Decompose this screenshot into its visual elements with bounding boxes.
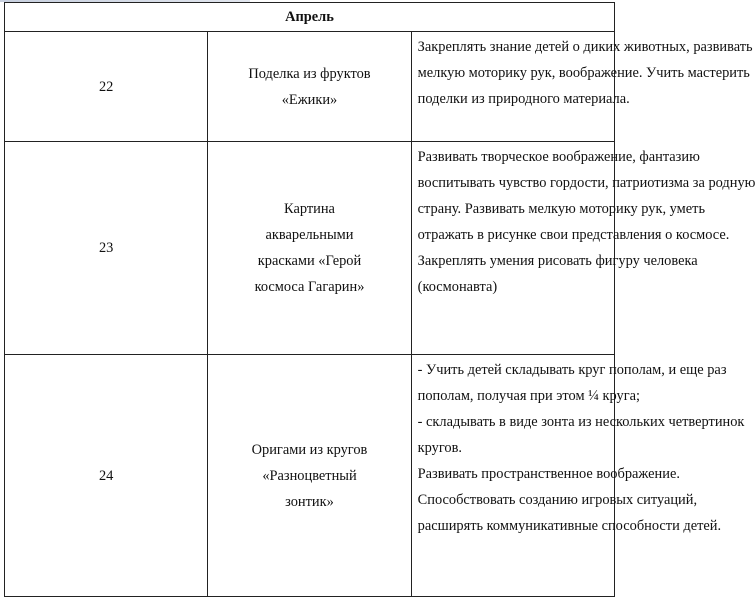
description-line: Закреплять знание детей о диких животных, развивать [417,39,753,55]
lesson-description [411,355,745,597]
description-line: воспитывать чувство гордости, патриотизма за родную [417,175,755,191]
lesson-title [208,355,411,597]
description-line: отражать в рисунке свои представления о космосе. [417,227,730,243]
lesson-title-line: «Ежики» [281,91,338,108]
table-row [5,355,615,597]
month-header-row [5,3,615,32]
description-line: Закреплять умения рисовать фигуру человека [417,253,698,269]
description-line: пополам, получая при этом ¼ круга; [417,388,641,404]
lesson-number: 22 [5,32,208,142]
table-row [5,32,615,142]
lesson-number: 24 [5,355,208,597]
description-line: Развивать творческое воображение, фантазию [417,149,700,165]
description-line: расширять коммуникативные способности детей. [417,518,722,534]
description-line: - складывать в виде зонта из нескольких четвертинок [417,414,745,430]
lesson-description [411,32,753,142]
lesson-title-line: красками «Герой [257,253,362,269]
description-line: - Учить детей складывать круг пополам, и еще раз [417,362,727,378]
description-line: поделки из природного материала. [417,91,630,107]
description-line: страну. Развивать мелкую моторику рук, уметь [417,201,706,217]
lesson-title-line: Поделка из фруктов [248,65,371,82]
month-header: Апрель [5,3,615,32]
lesson-title-line: зонтик» [285,493,334,510]
lesson-title-line: Картина [284,201,335,217]
description-line: (космонавта) [417,279,498,295]
lesson-title-line: космоса Гагарин» [254,279,365,295]
lesson-description [411,142,755,355]
lesson-title-line: Оригами из кругов [251,441,368,458]
description-line: мелкую моторику рук, воображение. Учить мастерить [417,65,750,81]
lesson-title-line: «Разноцветный [262,467,357,484]
description-line: Развивать пространственное воображение. [417,466,680,482]
lesson-number: 23 [5,142,208,355]
lesson-plan-table [4,2,755,597]
description-line: Способствовать созданию игровых ситуаций, [417,492,698,508]
table-row [5,142,615,355]
lesson-title-line: акварельными [265,227,354,243]
lesson-title [208,142,411,355]
lesson-title [208,32,411,142]
description-line: кругов. [417,440,462,456]
